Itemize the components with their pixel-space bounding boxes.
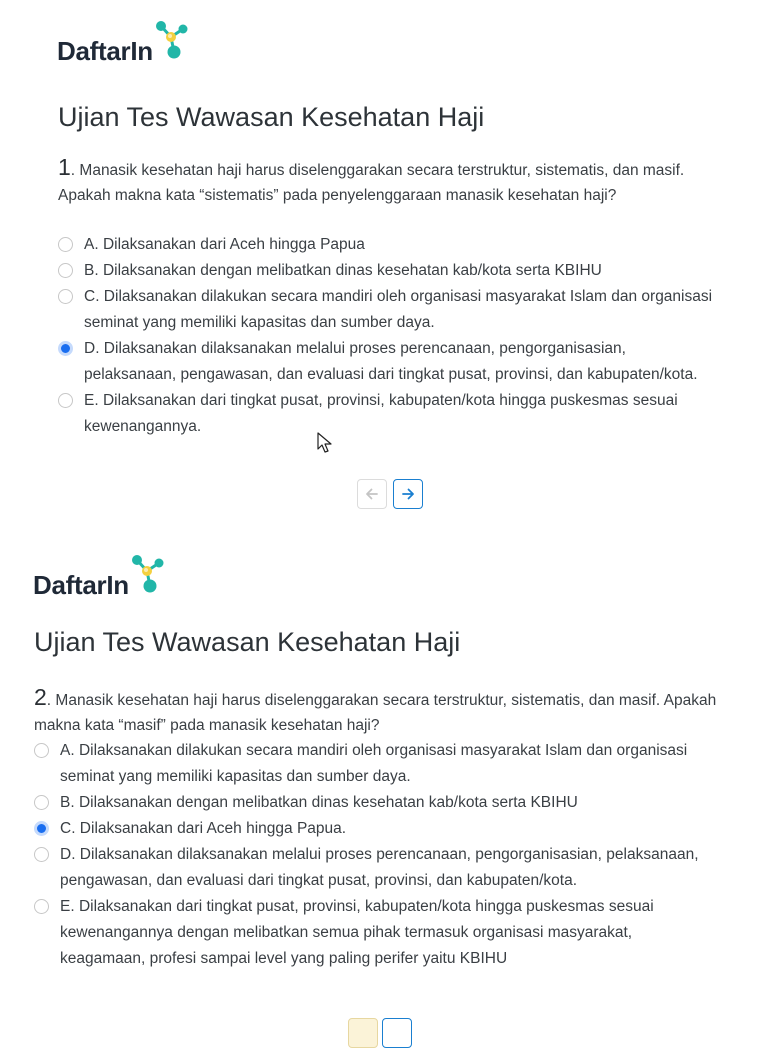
radio-button[interactable] bbox=[58, 289, 73, 304]
previous-button[interactable] bbox=[357, 479, 387, 509]
daftarin-logo[interactable] bbox=[33, 554, 164, 598]
option-label: D. Dilaksanakan dilaksanakan melalui proses perencanaan, pengorganisasian, pelaksanaan, pengawasan, dan evaluasi dari tingkat pusat, provinsi, dan kabupaten/kota. bbox=[84, 340, 698, 383]
answer-options bbox=[34, 738, 718, 972]
question-navigation-partial bbox=[348, 1018, 412, 1048]
question-text bbox=[58, 155, 726, 208]
option-e[interactable] bbox=[34, 894, 718, 972]
option-c[interactable] bbox=[58, 284, 718, 336]
question-number: 2 bbox=[34, 684, 47, 710]
question-body: . Manasik kesehatan haji harus diselenggarakan secara terstruktur, sistematis, dan masif. Apakah makna kata “masif” pada manasik kesehatan haji? bbox=[34, 692, 717, 734]
logo-text: DaftarIn bbox=[33, 570, 129, 600]
arrow-left-icon bbox=[365, 487, 379, 501]
question-text bbox=[34, 685, 724, 738]
option-label: A. Dilaksanakan dari Aceh hingga Papua bbox=[84, 236, 365, 253]
option-b[interactable] bbox=[34, 790, 718, 816]
option-label: E. Dilaksanakan dari tingkat pusat, provinsi, kabupaten/kota hingga puskesmas sesuai kewenangannya. bbox=[84, 392, 678, 435]
radio-button[interactable] bbox=[34, 899, 49, 914]
molecule-logo-icon bbox=[154, 20, 188, 60]
page-title: Ujian Tes Wawasan Kesehatan Haji bbox=[34, 627, 461, 657]
radio-button-selected[interactable] bbox=[34, 821, 49, 836]
previous-button[interactable] bbox=[348, 1018, 378, 1048]
arrow-right-icon bbox=[401, 487, 415, 501]
option-label: B. Dilaksanakan dengan melibatkan dinas kesehatan kab/kota serta KBIHU bbox=[60, 794, 578, 811]
option-b[interactable] bbox=[58, 258, 718, 284]
option-label: C. Dilaksanakan dilakukan secara mandiri oleh organisasi masyarakat Islam dan organisasi seminat yang memiliki kapasitas dan sumber daya. bbox=[84, 288, 713, 331]
option-label: D. Dilaksanakan dilaksanakan melalui proses perencanaan, pengorganisasian, pelaksanaan, pengawasan, dan evaluasi dari tingkat pusat, provinsi, dan kabupaten/kota. bbox=[60, 846, 699, 889]
option-a[interactable] bbox=[34, 738, 718, 790]
logo-text: DaftarIn bbox=[57, 36, 153, 66]
radio-button[interactable] bbox=[34, 743, 49, 758]
option-label: A. Dilaksanakan dilakukan secara mandiri oleh organisasi masyarakat Islam dan organisasi seminat yang memiliki kapasitas dan sumber daya. bbox=[60, 742, 688, 785]
daftarin-logo[interactable] bbox=[57, 20, 188, 64]
page-title: Ujian Tes Wawasan Kesehatan Haji bbox=[58, 102, 485, 132]
option-d[interactable] bbox=[34, 842, 718, 894]
option-c[interactable] bbox=[34, 816, 718, 842]
next-button[interactable] bbox=[382, 1018, 412, 1048]
option-label: B. Dilaksanakan dengan melibatkan dinas kesehatan kab/kota serta KBIHU bbox=[84, 262, 602, 279]
question-number: 1 bbox=[58, 154, 71, 180]
next-button[interactable] bbox=[393, 479, 423, 509]
option-d[interactable] bbox=[58, 336, 718, 388]
answer-options bbox=[58, 232, 718, 440]
molecule-logo-icon bbox=[130, 554, 164, 594]
radio-button[interactable] bbox=[58, 263, 73, 278]
radio-button[interactable] bbox=[34, 795, 49, 810]
option-a[interactable] bbox=[58, 232, 718, 258]
radio-button[interactable] bbox=[58, 237, 73, 252]
option-label: E. Dilaksanakan dari tingkat pusat, provinsi, kabupaten/kota hingga puskesmas sesuai kewenangannya dengan melibatkan semua pihak termasuk organisasi masyarakat, keagamaan, profesi sampai level yang paling perifer yaitu KBIHU bbox=[60, 898, 654, 967]
question-body: . Manasik kesehatan haji harus diselenggarakan secara terstruktur, sistematis, dan masif. Apakah makna kata “sistematis” pada penyelenggaraan manasik kesehatan haji? bbox=[58, 162, 685, 204]
quiz-panel-2 bbox=[0, 540, 768, 1024]
option-label: C. Dilaksanakan dari Aceh hingga Papua. bbox=[60, 820, 347, 837]
mouse-cursor-icon bbox=[317, 432, 333, 454]
radio-button[interactable] bbox=[58, 393, 73, 408]
radio-button-selected[interactable] bbox=[58, 341, 73, 356]
option-e[interactable] bbox=[58, 388, 718, 440]
radio-button[interactable] bbox=[34, 847, 49, 862]
question-navigation bbox=[357, 479, 423, 509]
